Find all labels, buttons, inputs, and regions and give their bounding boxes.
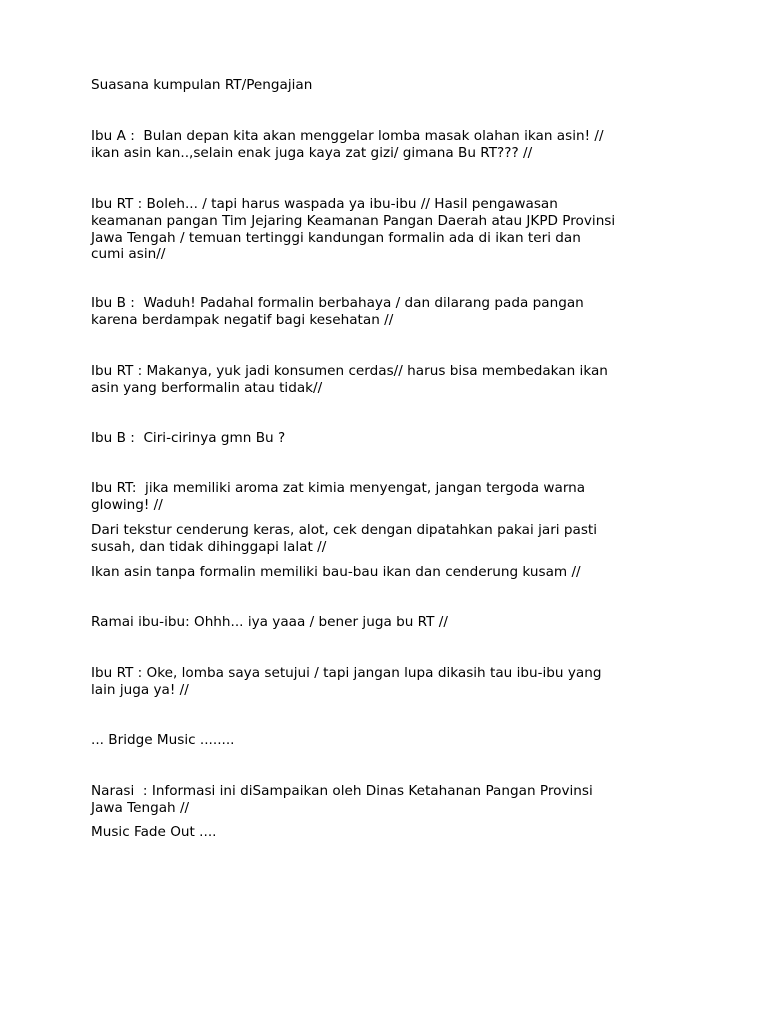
text-line: cumi asin// <box>91 246 166 263</box>
smell-description <box>91 564 691 581</box>
dialogue-ibu-rt-2 <box>91 363 691 397</box>
text-line: Ibu RT : Oke, lomba saya setujui / tapi jangan lupa dikasih tau ibu-ibu yang <box>91 665 602 681</box>
dialogue-ibu-b-2 <box>91 430 691 447</box>
dialogue-ibu-rt-1 <box>91 196 691 263</box>
bridge-music-cue <box>91 732 691 749</box>
text-line: Ramai ibu-ibu: Ohhh... iya yaaa / bener juga bu RT // <box>91 614 448 630</box>
music-fade-out-cue <box>91 824 691 841</box>
text-line: Jawa Tengah // <box>91 799 190 816</box>
text-line: Ibu RT : Makanya, yuk jadi konsumen cerdas// harus bisa membedakan ikan <box>91 363 608 379</box>
dialogue-ibu-rt-3 <box>91 480 691 514</box>
text-line: Dari tekstur cenderung keras, alot, cek dengan dipatahkan pakai jari pasti <box>91 522 598 538</box>
narration <box>91 783 691 817</box>
text-line: Ibu RT: jika memiliki aroma zat kimia menyengat, jangan tergoda warna <box>91 480 586 496</box>
dialogue-ibu-b-1 <box>91 295 691 329</box>
document-title <box>91 77 691 94</box>
text-line: susah, dan tidak dihinggapi lalat // <box>91 538 327 555</box>
text-line: Ikan asin tanpa formalin memiliki bau-bau ikan dan cenderung kusam // <box>91 564 581 580</box>
text-line: asin yang berformalin atau tidak// <box>91 379 323 396</box>
text-line: karena berdampak negatif bagi kesehatan // <box>91 311 394 328</box>
text-line: Ibu A : Bulan depan kita akan menggelar lomba masak olahan ikan asin! // <box>91 128 604 144</box>
dialogue-ibu-rt-4 <box>91 665 691 699</box>
text-line: Music Fade Out .... <box>91 824 217 840</box>
text-line: ... Bridge Music ........ <box>91 732 235 748</box>
text-line: Ibu RT : Boleh... / tapi harus waspada ya ibu-ibu // Hasil pengawasan <box>91 196 558 212</box>
text-line: lain juga ya! // <box>91 681 189 698</box>
text-line: keamanan pangan Tim Jejaring Keamanan Pangan Daerah atau JKPD Provinsi <box>91 212 616 229</box>
text-line: Jawa Tengah / temuan tertinggi kandungan formalin ada di ikan teri dan <box>91 229 581 246</box>
text-line: Ibu B : Ciri-cirinya gmn Bu ? <box>91 430 286 446</box>
texture-description <box>91 522 691 556</box>
dialogue-ibu-a <box>91 128 691 162</box>
text-line: Ibu B : Waduh! Padahal formalin berbahaya / dan dilarang pada pangan <box>91 295 584 311</box>
text-line: glowing! // <box>91 496 163 513</box>
text-line: Narasi : Informasi ini diSampaikan oleh Dinas Ketahanan Pangan Provinsi <box>91 783 593 799</box>
text-line: ikan asin kan..,selain enak juga kaya zat gizi/ gimana Bu RT??? // <box>91 144 533 161</box>
text-line: Suasana kumpulan RT/Pengajian <box>91 77 313 93</box>
dialogue-ramai-ibu-ibu <box>91 614 691 631</box>
